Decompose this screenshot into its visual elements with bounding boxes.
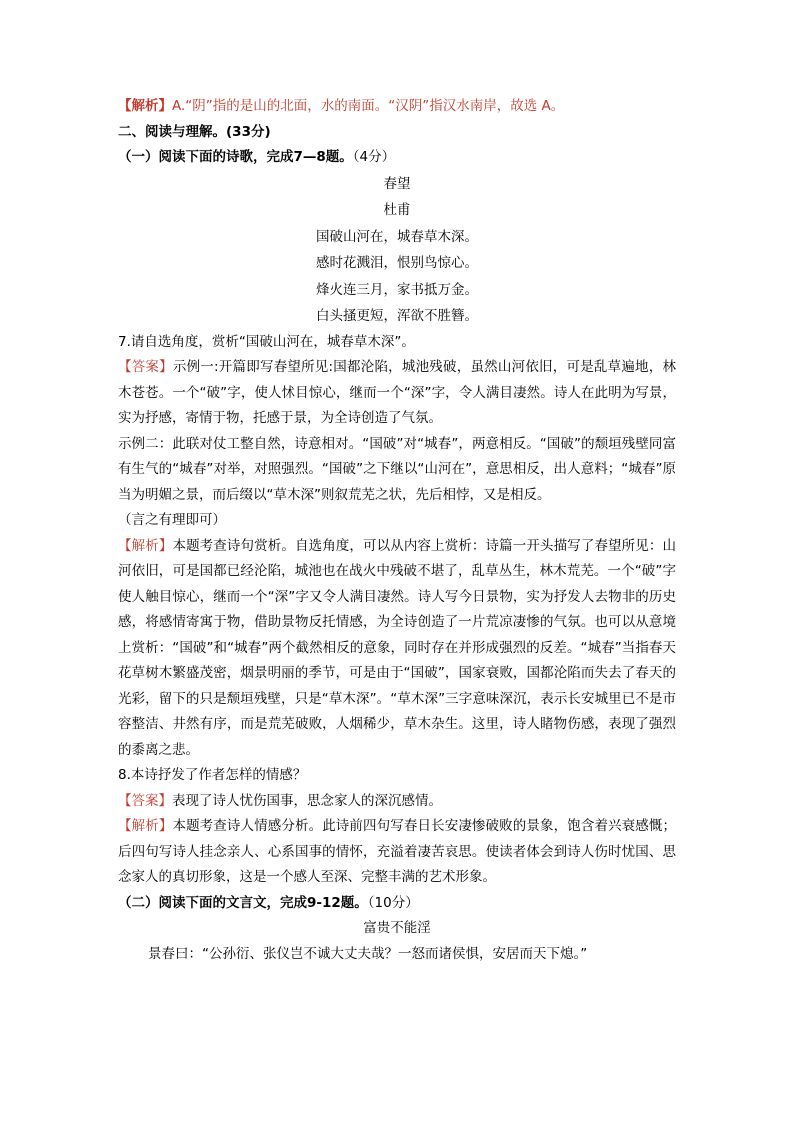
part2-heading-text: （二）阅读下面的文言文，完成9-12题。: [118, 894, 368, 911]
part1-points: （4分）: [352, 149, 396, 165]
poem: [118, 171, 676, 330]
section-heading: 二、阅读与理解。(33分): [118, 123, 271, 140]
analysis-tag: 【解析】: [118, 98, 172, 114]
analysis-tag: 【解析】: [118, 818, 173, 834]
analysis-tag: 【解析】: [118, 537, 173, 554]
q7-answer-note: （言之有理即可）: [118, 512, 226, 528]
q7-answer-ex1: [118, 355, 676, 432]
analysis-text: 本题考查诗句赏析。自选角度，可以从内容上赏析：诗篇一开头描写了春望所见：山河依旧，可是国都已经沦陷，城池也在战火中残破不堪了，乱草丛生，林木荒芜。一个“破”字使人触目惊心，继而一个“深”字又令人满目凄然。诗人写今日景物，实为抒发人去物非的历史感，将感情寄寓于物，借助景物反托情感，为全诗创造了一片荒凉凄惨的气氛。也可以从意境上赏析：“国破”和“城春”两个截然相反的意象，同时存在并形成强烈的反差。“城春”当指春天花草树木繁盛茂密，烟景明丽的季节，可是由于“国破”，国家衰败，国都沦陷而失去了春天的光彩，留下的只是颓垣残壁，只是“草木深”。“草木深”三字意味深沉，表示长安城里已不是市容整洁、井然有序，而是荒芜破败，人烟稀少，草木杂生。这里，诗人睹物伤感，表现了强烈的黍离之悲。: [118, 537, 677, 758]
q8-analysis: [118, 814, 676, 891]
document-page: [118, 94, 676, 967]
q8-answer: [118, 789, 676, 815]
poem-line: 感时花溅泪，恨别鸟惊心。: [316, 255, 478, 271]
answer-text: 示例一:开篇即写春望所见:国都沦陷，城池残破，虽然山河依旧，可是乱草遍地，林木苍苍。一个“破”字，使人怵目惊心，继而一个“深”字，令人满目凄然。诗人在此明为写景，实为抒感，寄情于物，托感于景，为全诗创造了气氛。: [118, 359, 676, 426]
answer-text: 表现了诗人忧伤国事，思念家人的深沉感情。: [172, 792, 442, 809]
passage-title: 富贵不能淫: [363, 920, 431, 936]
poem-line: 白头搔更短，浑欲不胜簪。: [316, 308, 478, 324]
answer-tag: 【答案】: [118, 359, 173, 375]
part1-heading-text: （一）阅读下面的诗歌，完成7—8题。: [118, 149, 353, 165]
q7-analysis: [118, 534, 676, 764]
question-7: 7.请自选角度，赏析“国破山河在，城春草木深”。: [118, 333, 415, 350]
poem-line: 烽火连三月，家书抵万金。: [316, 281, 478, 298]
part2-points: （10分）: [367, 894, 419, 911]
poem-line: 国破山河在，城春草木深。: [316, 228, 478, 245]
part2-heading: [118, 891, 676, 917]
q7-answer-ex2: 示例二：此联对仗工整自然，诗意相对。“国破”对“城春”，两意相反。“国破”的颓垣残壁同富有生气的“城春”对举，对照强烈。“国破”之下继以“山河在”，意思相反，出人意料；“城春”原当为明媚之景，而后缀以“草木深”则叙荒芜之状，先后相悖，又是相反。: [118, 435, 676, 503]
analysis-text: A.“阴”指的是山的北面，水的南面。“汉阴”指汉水南岸，故选 A。: [172, 98, 565, 114]
poem-title: 春望: [383, 175, 411, 192]
answer-tag: 【答案】: [118, 792, 172, 809]
part1-heading: [118, 145, 676, 171]
question-8: 8.本诗抒发了作者怎样的情感？: [118, 767, 307, 783]
top-note: [118, 94, 676, 120]
passage-first-line: 景春曰：“公孙衍、张仪岂不诚大丈夫哉？一怒而诸侯惧，安居而天下熄。”: [148, 945, 588, 962]
poem-author: 杜甫: [383, 202, 411, 218]
analysis-text: 本题考查诗人情感分析。此诗前四句写春日长安凄惨破败的景象，饱含着兴衰感慨；后四句写诗人挂念亲人、心系国事的情怀，充溢着凄苦哀思。使读者体会到诗人伤时忧国、思念家人的真切形象，这是一个感人至深、完整丰满的艺术形象。: [118, 818, 677, 885]
